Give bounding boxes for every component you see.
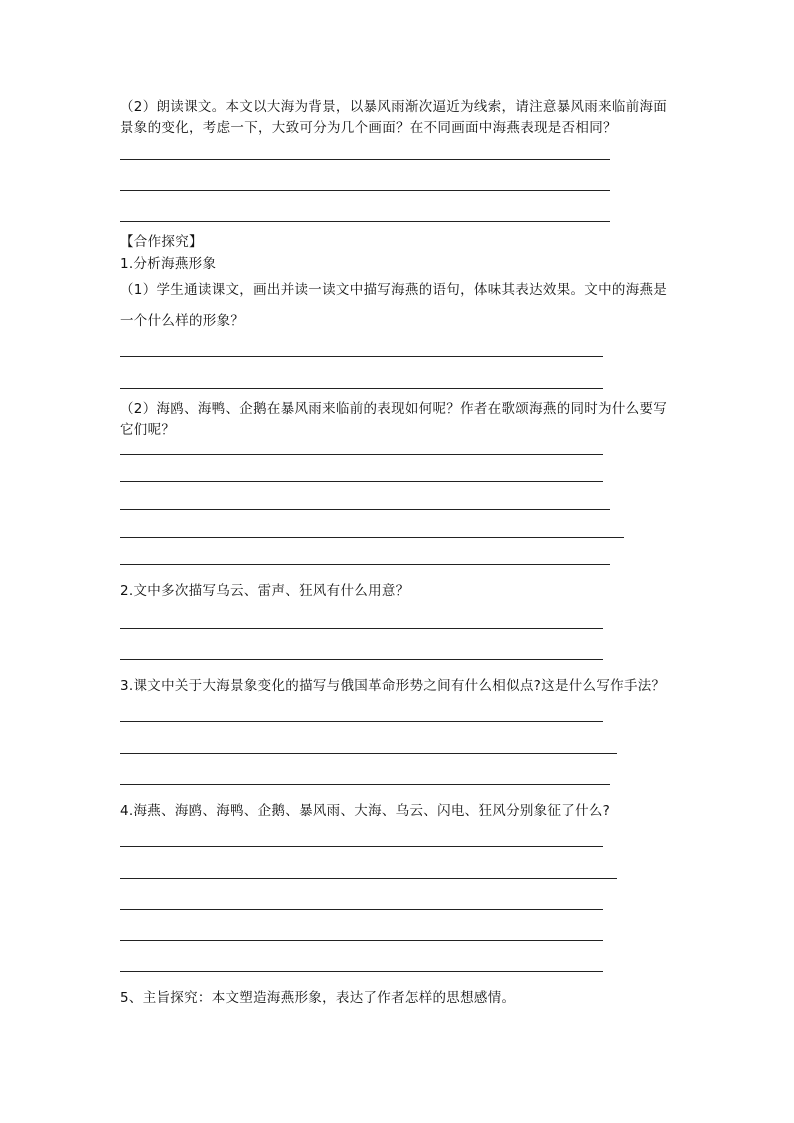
item-1-sub-2-line-2: 它们呢？	[120, 422, 176, 438]
answer-line[interactable]	[120, 454, 603, 455]
question-2-line-1: （2）朗读课文。本文以大海为背景，以暴风雨渐次逼近为线索，请注意暴风雨来临前海面	[120, 99, 668, 115]
answer-line[interactable]	[120, 753, 617, 754]
answer-line[interactable]	[120, 537, 624, 538]
answer-line[interactable]	[120, 971, 603, 972]
answer-line[interactable]	[120, 356, 603, 357]
item-1-title: 1.分析海燕形象	[120, 256, 217, 272]
answer-line[interactable]	[120, 628, 603, 629]
answer-line[interactable]	[120, 159, 610, 160]
answer-line[interactable]	[120, 784, 610, 785]
item-4-question: 4.海燕、海鸥、海鸭、企鹅、暴风雨、大海、乌云、闪电、狂风分别象征了什么?	[120, 803, 611, 819]
question-2-line-2: 景象的变化，考虑一下，大致可分为几个画面？在不同画面中海燕表现是否相同？	[120, 120, 617, 136]
answer-line[interactable]	[120, 509, 610, 510]
item-1-sub-1-line-2: 一个什么样的形象？	[120, 313, 245, 329]
item-3-question: 3.课文中关于大海景象变化的描写与俄国革命形势之间有什么相似点?这是什么写作手法？	[120, 678, 666, 694]
item-2-question: 2.文中多次描写乌云、雷声、狂风有什么用意？	[120, 583, 410, 599]
item-1-sub-1-line-1: （1）学生通读课文，画出并读一读文中描写海燕的语句，体味其表达效果。文中的海燕是	[120, 282, 668, 298]
answer-line[interactable]	[120, 846, 603, 847]
item-1-sub-2-line-1: （2）海鸥、海鸭、企鹅在暴风雨来临前的表现如何呢？作者在歌颂海燕的同时为什么要写	[120, 401, 668, 417]
answer-line[interactable]	[120, 940, 603, 941]
answer-line[interactable]	[120, 878, 617, 879]
answer-line[interactable]	[120, 909, 603, 910]
answer-line[interactable]	[120, 221, 610, 222]
section-title: 【合作探究】	[120, 234, 203, 250]
answer-line[interactable]	[120, 190, 610, 191]
answer-line[interactable]	[120, 721, 603, 722]
answer-line[interactable]	[120, 481, 603, 482]
item-5-question: 5、主旨探究：本文塑造海燕形象，表达了作者怎样的思想感情。	[120, 990, 516, 1006]
answer-line[interactable]	[120, 659, 603, 660]
answer-line[interactable]	[120, 564, 610, 565]
answer-line[interactable]	[120, 388, 603, 389]
